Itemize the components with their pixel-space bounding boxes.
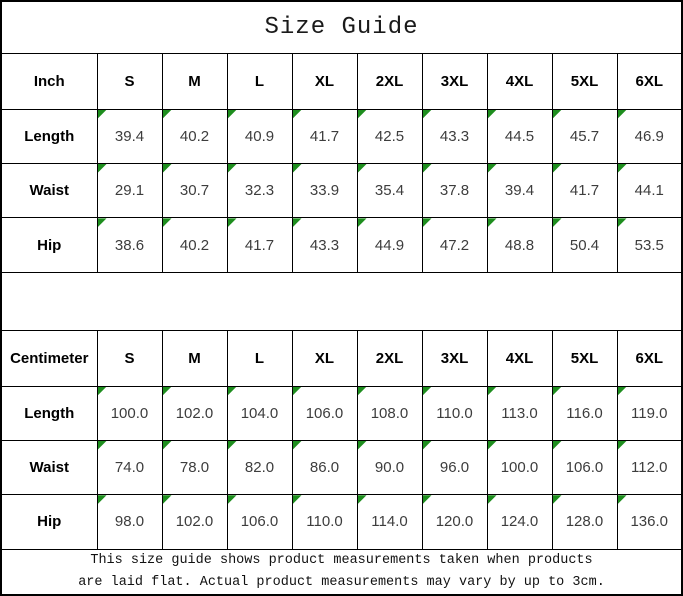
measurement-value-cell bbox=[227, 440, 292, 494]
measurement-value-cell bbox=[422, 109, 487, 163]
measurement-row bbox=[1, 218, 682, 272]
measurement-value-cell bbox=[162, 386, 227, 440]
cell-corner-marker-icon bbox=[228, 495, 237, 504]
measurement-value: 41.7 bbox=[569, 182, 600, 200]
cell-corner-marker-icon bbox=[358, 495, 367, 504]
measurement-value: 35.4 bbox=[374, 182, 405, 200]
cell-corner-marker-icon bbox=[553, 387, 562, 396]
measurement-value: 78.0 bbox=[179, 459, 210, 477]
measurement-value-cell bbox=[292, 218, 357, 272]
size-column-header: 2XL bbox=[357, 331, 422, 386]
footer-note-line-1: This size guide shows product measurements taken when products bbox=[90, 553, 593, 569]
measurement-value: 41.7 bbox=[244, 236, 275, 254]
measurement-value-cell bbox=[292, 495, 357, 549]
spacer-row bbox=[1, 272, 682, 330]
size-column-header: L bbox=[227, 331, 292, 386]
measurement-value-cell bbox=[97, 218, 162, 272]
measurement-value-cell bbox=[97, 440, 162, 494]
cell-corner-marker-icon bbox=[358, 441, 367, 450]
measurement-value-cell bbox=[162, 218, 227, 272]
size-column-header: M bbox=[162, 54, 227, 109]
measurement-value: 43.3 bbox=[309, 236, 340, 254]
cell-corner-marker-icon bbox=[618, 110, 627, 119]
cell-corner-marker-icon bbox=[488, 441, 497, 450]
measurement-value: 106.0 bbox=[305, 404, 344, 422]
measurement-value: 46.9 bbox=[634, 127, 664, 145]
measurement-value: 48.8 bbox=[504, 236, 535, 254]
measurement-label: Length bbox=[1, 386, 97, 440]
measurement-value-cell bbox=[357, 440, 422, 494]
cell-corner-marker-icon bbox=[488, 387, 497, 396]
measurement-value-cell bbox=[162, 164, 227, 218]
cell-corner-marker-icon bbox=[423, 218, 432, 227]
cell-corner-marker-icon bbox=[228, 110, 237, 119]
measurement-value-cell bbox=[162, 440, 227, 494]
measurement-value: 102.0 bbox=[175, 513, 214, 531]
measurement-value-cell bbox=[227, 109, 292, 163]
size-column-header: S bbox=[97, 331, 162, 386]
measurement-value: 110.0 bbox=[306, 513, 343, 531]
measurement-value-cell bbox=[552, 495, 617, 549]
measurement-value-cell bbox=[357, 386, 422, 440]
measurement-value: 120.0 bbox=[435, 513, 474, 531]
page-title: Size Guide bbox=[1, 1, 682, 54]
measurement-value: 39.4 bbox=[114, 127, 145, 145]
cell-corner-marker-icon bbox=[163, 110, 172, 119]
cell-corner-marker-icon bbox=[618, 218, 627, 227]
cell-corner-marker-icon bbox=[293, 110, 302, 119]
size-column-header: 6XL bbox=[617, 54, 682, 109]
measurement-value: 102.0 bbox=[175, 404, 214, 422]
measurement-row bbox=[1, 440, 682, 494]
cell-corner-marker-icon bbox=[98, 218, 107, 227]
cell-corner-marker-icon bbox=[163, 164, 172, 173]
cell-corner-marker-icon bbox=[423, 495, 432, 504]
cell-corner-marker-icon bbox=[358, 387, 367, 396]
measurement-value-cell bbox=[552, 109, 617, 163]
measurement-value-cell bbox=[357, 109, 422, 163]
measurement-value: 100.0 bbox=[110, 404, 149, 422]
cell-corner-marker-icon bbox=[293, 164, 302, 173]
cell-corner-marker-icon bbox=[98, 495, 107, 504]
footer-row bbox=[1, 549, 682, 595]
size-column-header: 3XL bbox=[422, 54, 487, 109]
size-column-header: 5XL bbox=[552, 331, 617, 386]
cell-corner-marker-icon bbox=[163, 218, 172, 227]
measurement-row bbox=[1, 164, 682, 218]
cell-corner-marker-icon bbox=[488, 110, 497, 119]
measurement-value: 33.9 bbox=[309, 182, 340, 200]
footer-note bbox=[1, 549, 682, 595]
measurement-value: 44.1 bbox=[634, 182, 664, 200]
measurement-value: 124.0 bbox=[500, 513, 539, 531]
size-column-header: L bbox=[227, 54, 292, 109]
measurement-value: 113.0 bbox=[501, 404, 538, 422]
footer-note-line-2: are laid flat. Actual product measurements may vary by up to 3cm. bbox=[78, 574, 605, 590]
measurement-value-cell bbox=[487, 109, 552, 163]
measurement-label: Waist bbox=[1, 440, 97, 494]
measurement-value-cell bbox=[617, 386, 682, 440]
cell-corner-marker-icon bbox=[488, 218, 497, 227]
cell-corner-marker-icon bbox=[163, 495, 172, 504]
measurement-value-cell bbox=[422, 440, 487, 494]
cell-corner-marker-icon bbox=[358, 164, 367, 173]
cell-corner-marker-icon bbox=[98, 164, 107, 173]
measurement-value: 38.6 bbox=[114, 236, 145, 254]
cell-corner-marker-icon bbox=[358, 110, 367, 119]
measurement-value: 42.5 bbox=[374, 127, 405, 145]
measurement-value-cell bbox=[552, 164, 617, 218]
measurement-label: Length bbox=[1, 109, 97, 163]
cell-corner-marker-icon bbox=[423, 164, 432, 173]
measurement-value: 114.0 bbox=[371, 513, 408, 531]
cell-corner-marker-icon bbox=[228, 218, 237, 227]
measurement-value: 106.0 bbox=[565, 459, 604, 477]
measurement-value-cell bbox=[617, 109, 682, 163]
measurement-value-cell bbox=[422, 218, 487, 272]
size-column-header: 5XL bbox=[552, 54, 617, 109]
measurement-value: 40.2 bbox=[179, 236, 210, 254]
measurement-value-cell bbox=[357, 218, 422, 272]
measurement-label: Hip bbox=[1, 495, 97, 549]
size-column-header: 4XL bbox=[487, 54, 552, 109]
measurement-value-cell bbox=[292, 109, 357, 163]
cell-corner-marker-icon bbox=[553, 164, 562, 173]
unit-label: Inch bbox=[1, 54, 97, 109]
measurement-row bbox=[1, 386, 682, 440]
measurement-value: 100.0 bbox=[500, 459, 539, 477]
measurement-value-cell bbox=[487, 495, 552, 549]
measurement-value: 29.1 bbox=[114, 182, 145, 200]
cell-corner-marker-icon bbox=[228, 441, 237, 450]
measurement-value-cell bbox=[227, 164, 292, 218]
measurement-label: Waist bbox=[1, 164, 97, 218]
measurement-value-cell bbox=[487, 440, 552, 494]
size-header-row bbox=[1, 331, 682, 386]
cell-corner-marker-icon bbox=[293, 495, 302, 504]
cell-corner-marker-icon bbox=[618, 164, 627, 173]
measurement-row bbox=[1, 109, 682, 163]
cell-corner-marker-icon bbox=[423, 110, 432, 119]
measurement-value-cell bbox=[227, 386, 292, 440]
cell-corner-marker-icon bbox=[423, 387, 432, 396]
title-row bbox=[1, 1, 682, 54]
measurement-value: 43.3 bbox=[439, 127, 470, 145]
measurement-value-cell bbox=[487, 218, 552, 272]
cell-corner-marker-icon bbox=[98, 441, 107, 450]
measurement-label: Hip bbox=[1, 218, 97, 272]
cell-corner-marker-icon bbox=[228, 164, 237, 173]
measurement-value-cell bbox=[292, 164, 357, 218]
cell-corner-marker-icon bbox=[293, 387, 302, 396]
measurement-value: 104.0 bbox=[240, 404, 279, 422]
measurement-value: 128.0 bbox=[565, 513, 604, 531]
measurement-value: 106.0 bbox=[240, 513, 279, 531]
measurement-value-cell bbox=[357, 164, 422, 218]
measurement-value-cell bbox=[357, 495, 422, 549]
cell-corner-marker-icon bbox=[553, 218, 562, 227]
measurement-value-cell bbox=[487, 386, 552, 440]
measurement-value: 41.7 bbox=[309, 127, 340, 145]
measurement-value: 45.7 bbox=[569, 127, 600, 145]
measurement-value-cell bbox=[97, 109, 162, 163]
measurement-value: 82.0 bbox=[244, 459, 275, 477]
measurement-value: 86.0 bbox=[309, 459, 340, 477]
measurement-value-cell bbox=[97, 495, 162, 549]
measurement-value: 40.9 bbox=[244, 127, 275, 145]
measurement-value: 108.0 bbox=[370, 404, 409, 422]
cell-corner-marker-icon bbox=[163, 387, 172, 396]
measurement-value-cell bbox=[552, 440, 617, 494]
cell-corner-marker-icon bbox=[163, 441, 172, 450]
size-column-header: 2XL bbox=[357, 54, 422, 109]
inch-table bbox=[1, 54, 682, 272]
cell-corner-marker-icon bbox=[553, 110, 562, 119]
cell-corner-marker-icon bbox=[553, 495, 562, 504]
measurement-value-cell bbox=[97, 386, 162, 440]
measurement-value: 30.7 bbox=[179, 182, 210, 200]
measurement-value-cell bbox=[227, 218, 292, 272]
measurement-value-cell bbox=[552, 218, 617, 272]
cell-corner-marker-icon bbox=[98, 387, 107, 396]
spacer-cell bbox=[1, 272, 682, 330]
measurement-value: 90.0 bbox=[374, 459, 405, 477]
measurement-value: 53.5 bbox=[634, 236, 664, 254]
cell-corner-marker-icon bbox=[488, 164, 497, 173]
measurement-value-cell bbox=[227, 495, 292, 549]
measurement-value: 96.0 bbox=[439, 459, 470, 477]
size-column-header: XL bbox=[292, 331, 357, 386]
measurement-value-cell bbox=[617, 164, 682, 218]
measurement-value: 44.9 bbox=[374, 236, 405, 254]
cell-corner-marker-icon bbox=[423, 441, 432, 450]
size-column-header: XL bbox=[292, 54, 357, 109]
size-header-row bbox=[1, 54, 682, 109]
cell-corner-marker-icon bbox=[98, 110, 107, 119]
measurement-value: 98.0 bbox=[114, 513, 145, 531]
measurement-value-cell bbox=[162, 495, 227, 549]
measurement-value: 47.2 bbox=[439, 236, 470, 254]
measurement-value: 110.0 bbox=[436, 404, 473, 422]
cell-corner-marker-icon bbox=[618, 441, 627, 450]
centimeter-table bbox=[1, 331, 682, 549]
measurement-value: 44.5 bbox=[504, 127, 535, 145]
measurement-value: 39.4 bbox=[504, 182, 535, 200]
cell-corner-marker-icon bbox=[358, 218, 367, 227]
measurement-value: 37.8 bbox=[439, 182, 470, 200]
measurement-value: 136.0 bbox=[630, 513, 669, 531]
measurement-value: 119.0 bbox=[631, 404, 668, 422]
cell-corner-marker-icon bbox=[293, 441, 302, 450]
measurement-value-cell bbox=[422, 164, 487, 218]
size-column-header: M bbox=[162, 331, 227, 386]
size-column-header: 6XL bbox=[617, 331, 682, 386]
measurement-value: 32.3 bbox=[244, 182, 275, 200]
measurement-row bbox=[1, 495, 682, 549]
measurement-value-cell bbox=[292, 386, 357, 440]
unit-label: Centimeter bbox=[1, 331, 97, 386]
cell-corner-marker-icon bbox=[488, 495, 497, 504]
measurement-value-cell bbox=[487, 164, 552, 218]
cell-corner-marker-icon bbox=[293, 218, 302, 227]
measurement-value-cell bbox=[617, 218, 682, 272]
measurement-value-cell bbox=[552, 386, 617, 440]
measurement-value: 116.0 bbox=[566, 404, 603, 422]
measurement-value: 112.0 bbox=[631, 459, 668, 477]
measurement-value-cell bbox=[422, 386, 487, 440]
cell-corner-marker-icon bbox=[228, 387, 237, 396]
cell-corner-marker-icon bbox=[618, 495, 627, 504]
size-column-header: 4XL bbox=[487, 331, 552, 386]
measurement-value-cell bbox=[292, 440, 357, 494]
measurement-value-cell bbox=[617, 440, 682, 494]
size-column-header: 3XL bbox=[422, 331, 487, 386]
measurement-value-cell bbox=[162, 109, 227, 163]
cell-corner-marker-icon bbox=[553, 441, 562, 450]
measurement-value-cell bbox=[617, 495, 682, 549]
measurement-value: 74.0 bbox=[114, 459, 145, 477]
cell-corner-marker-icon bbox=[618, 387, 627, 396]
measurement-value-cell bbox=[97, 164, 162, 218]
measurement-value: 50.4 bbox=[569, 236, 600, 254]
measurement-value-cell bbox=[422, 495, 487, 549]
measurement-value: 40.2 bbox=[179, 127, 210, 145]
size-column-header: S bbox=[97, 54, 162, 109]
